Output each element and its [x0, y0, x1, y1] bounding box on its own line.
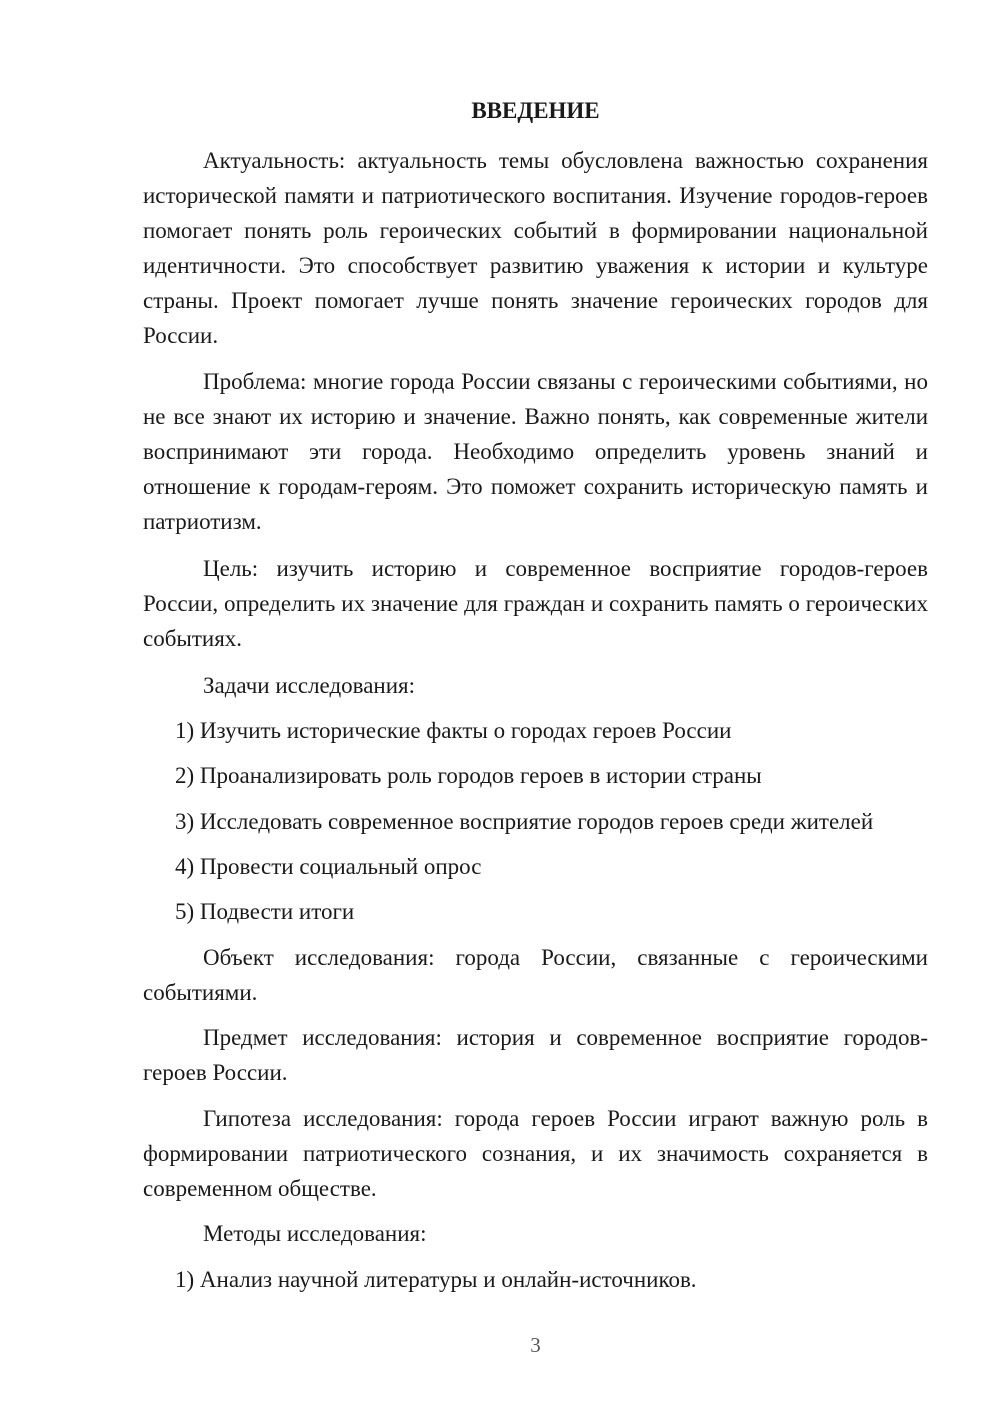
document-page [143, 0, 928, 1414]
paragraph-object: Объект исследования: города России, связанные с героическими событиями. [143, 945, 928, 1005]
paragraph-hypothesis: Гипотеза исследования: города героев России играют важную роль в формировании патриотического сознания, и их значимость сохраняется в современном обществе. [143, 1106, 928, 1201]
methods-heading: Методы исследования: [203, 1221, 427, 1246]
paragraph-relevance: Актуальность: актуальность темы обусловлена важностью сохранения исторической памяти и патриотического воспитания. Изучение городов-героев помогает понять роль героических событий в формировании национальной идентичности. Это способствует развитию уважения к истории и культуре страны. Проект помогает лучше понять значение героических городов для России. [143, 148, 928, 348]
tasks-heading: Задачи исследования: [203, 673, 416, 698]
list-item: 1) Анализ научной литературы и онлайн-источников. [175, 1267, 697, 1292]
page-number: 3 [530, 1333, 541, 1357]
list-item: 1) Изучить исторические факты о городах героев России [175, 718, 732, 743]
paragraph-goal: Цель: изучить историю и современное восприятие городов-героев России, определить их значение для граждан и сохранить память о героических событиях. [143, 556, 928, 651]
list-item: 3) Исследовать современное восприятие городов героев среди жителей [175, 809, 874, 834]
paragraph-subject: Предмет исследования: история и современное восприятие городов-героев России. [143, 1025, 928, 1085]
page-title: ВВЕДЕНИЕ [471, 98, 600, 123]
list-item: 4) Провести социальный опрос [175, 854, 482, 879]
paragraph-problem: Проблема: многие города России связаны с героическими событиями, но не все знают их историю и значение. Важно понять, как современные жители воспринимают эти города. Необходимо определить уровень знаний и отношение к городам-героям. Это поможет сохранить историческую память и патриотизм. [143, 369, 928, 534]
list-item: 5) Подвести итоги [175, 899, 355, 924]
list-item: 2) Проанализировать роль городов героев в истории страны [175, 763, 762, 788]
